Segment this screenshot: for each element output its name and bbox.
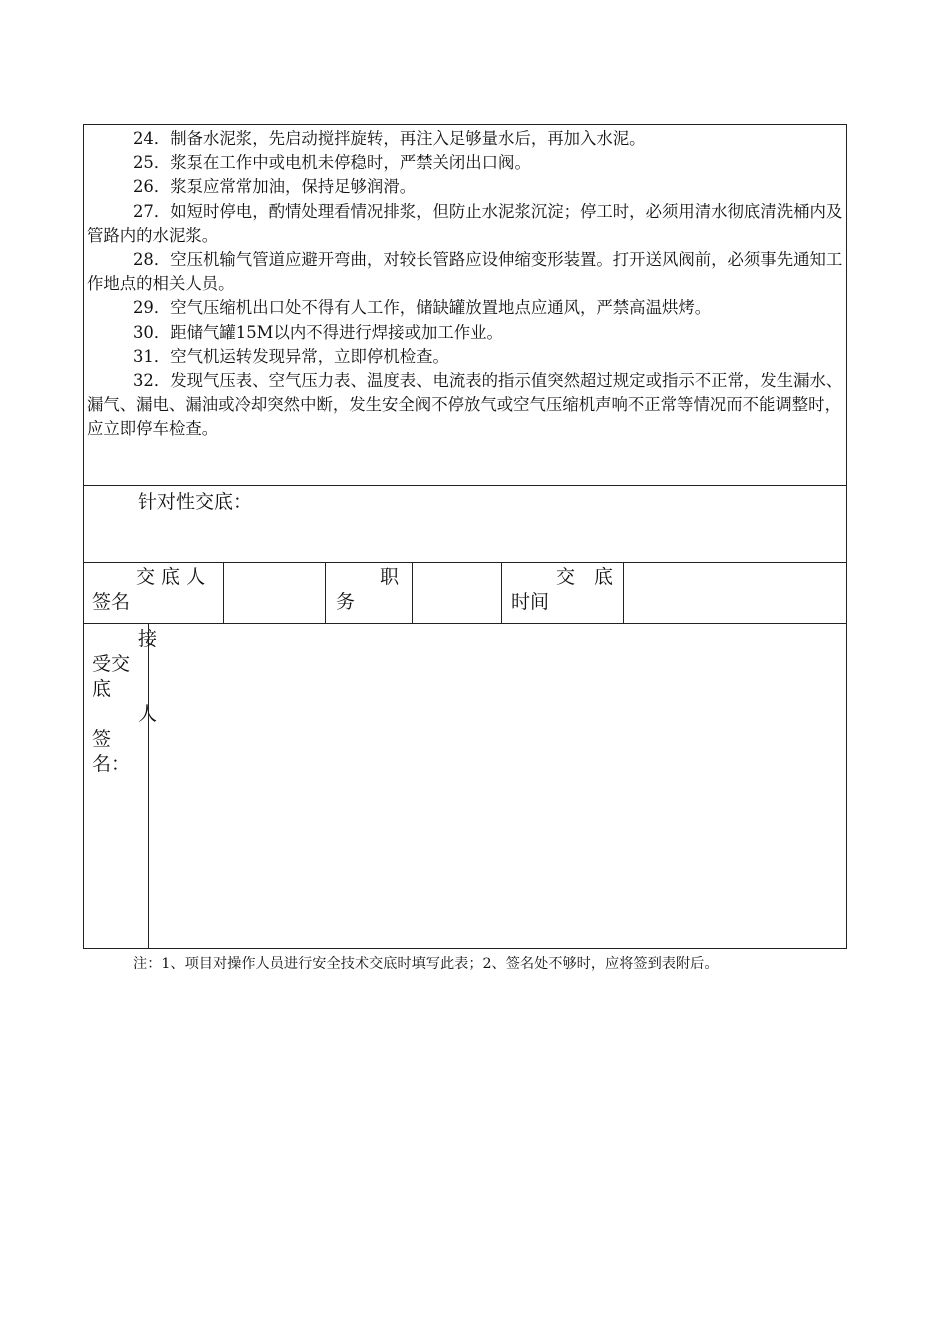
receiver-label: 底 bbox=[92, 678, 112, 700]
footnote: 注：1、项目对操作人员进行安全技术交底时填写此表；2、签名处不够时，应将签到表附后。 bbox=[133, 956, 719, 972]
targeted-disclosure-label: 针对性交底： bbox=[138, 491, 253, 513]
discloser-label: 交 底 人 bbox=[136, 566, 206, 588]
safety-item: 24．制备水泥浆，先启动搅拌旋转，再注入足够量水后，再加入水泥。 bbox=[133, 129, 646, 148]
safety-item: 28．空压机输气管道应避开弯曲，对较长管路应设伸缩变形装置。打开送风阀前，必须事先通知工作地点的相关人员。 bbox=[87, 250, 843, 294]
safety-item: 26．浆泵应常常加油，保持足够润滑。 bbox=[133, 177, 417, 197]
disclosure-time-label: 交 底 bbox=[556, 566, 614, 588]
column-divider bbox=[148, 623, 149, 949]
targeted-disclosure-field[interactable] bbox=[138, 520, 838, 560]
row-divider bbox=[84, 485, 846, 486]
safety-item: 30．距储气罐15M以内不得进行焊接或加工作业。 bbox=[133, 322, 503, 342]
row-divider bbox=[84, 623, 846, 624]
column-divider bbox=[623, 562, 624, 623]
column-divider bbox=[325, 562, 326, 623]
column-divider bbox=[501, 562, 502, 623]
receiver-label: 名： bbox=[92, 753, 131, 775]
disclosure-form bbox=[83, 124, 847, 949]
receiver-label: 受交 bbox=[92, 653, 131, 675]
safety-item: 27．如短时停电，酌情处理看情况排浆，但防止水泥浆沉淀；停工时，必须用清水彻底清洗桶内及管路内的水泥浆。 bbox=[87, 201, 843, 245]
column-divider bbox=[412, 562, 413, 623]
safety-item: 25．浆泵在工作中或电机未停稳时，严禁关闭出口阀。 bbox=[133, 153, 531, 173]
position-field[interactable] bbox=[417, 571, 497, 619]
safety-items bbox=[87, 127, 843, 442]
safety-item: 31．空气机运转发现异常，立即停机检查。 bbox=[133, 346, 449, 366]
row-divider bbox=[84, 562, 846, 563]
safety-item: 32．发现气压表、空气压力表、温度表、电流表的指示值突然超过规定或指示不正常，发生漏水、漏气、漏电、漏油或冷却突然中断，发生安全阀不停放气或空气压缩机声响不正常等情况而不能调整时，应立即停车检查。 bbox=[87, 371, 843, 439]
receiver-signature-field[interactable] bbox=[154, 630, 840, 940]
receiver-label: 人 bbox=[138, 703, 158, 725]
disclosure-time-label: 时间 bbox=[511, 591, 550, 613]
receiver-label: 签 bbox=[92, 728, 112, 750]
discloser-signature-field[interactable] bbox=[227, 571, 319, 619]
safety-item: 29．空气压缩机出口处不得有人工作，储缺罐放置地点应通风，严禁高温烘烤。 bbox=[133, 298, 712, 318]
column-divider bbox=[223, 562, 224, 623]
position-label: 职 bbox=[380, 566, 400, 588]
discloser-label: 签名 bbox=[92, 591, 131, 613]
receiver-label: 接 bbox=[138, 628, 158, 650]
disclosure-time-field[interactable] bbox=[629, 571, 839, 619]
position-label: 务 bbox=[336, 591, 356, 613]
